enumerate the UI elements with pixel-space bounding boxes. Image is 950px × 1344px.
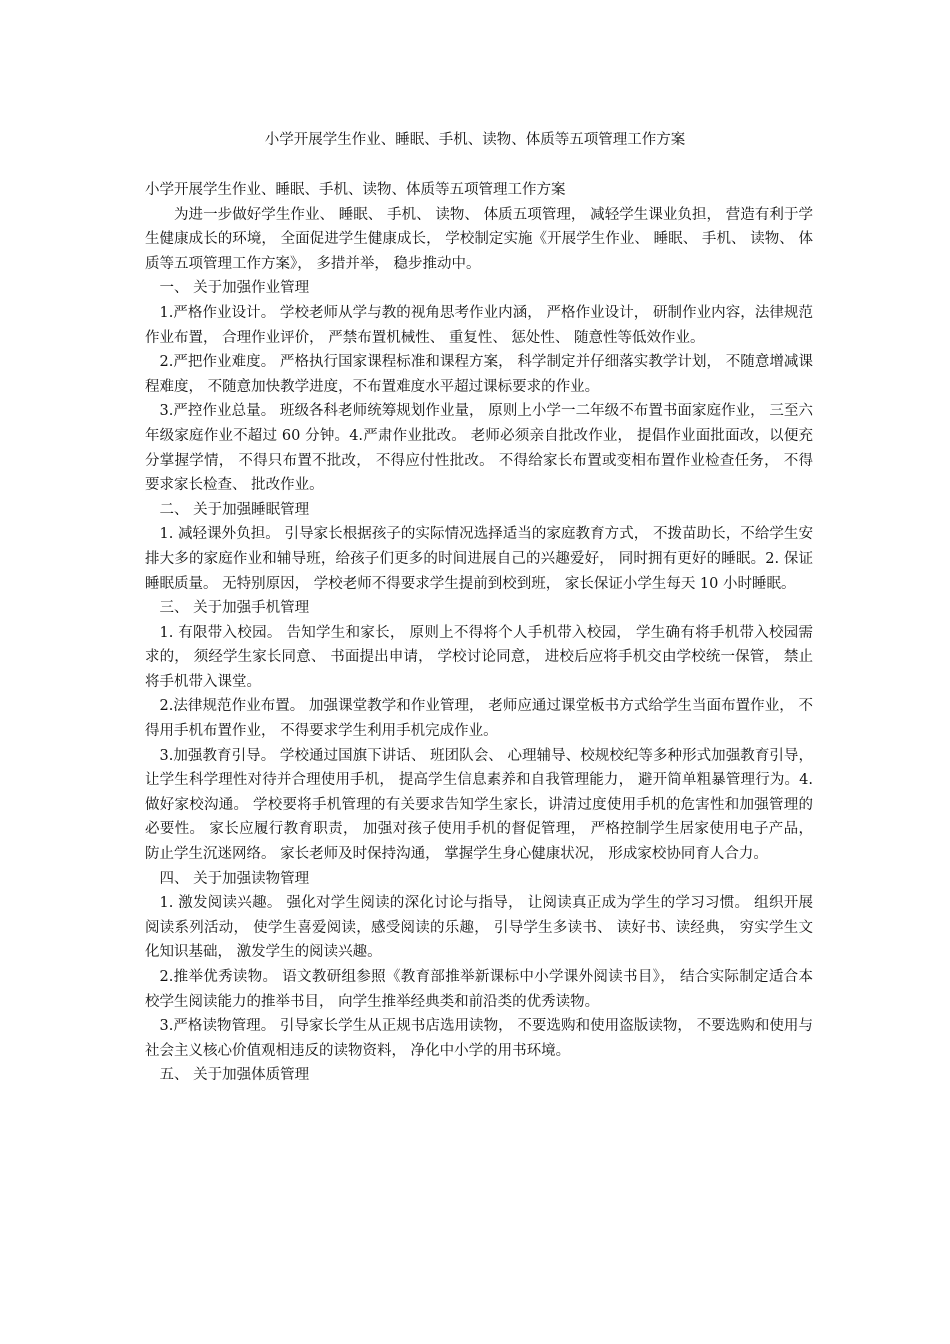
- paragraph: 2.法律规范作业布置。 加强课堂教学和作业管理， 老师应通过课堂板书方式给学生当面布置作业， 不得用手机布置作业， 不得要求学生利用手机完成作业。: [145, 698, 813, 740]
- paragraph: 3.加强教育引导。 学校通过国旗下讲话、 班团队会、 心理辅导、校规校纪等多种形式加强教育引导， 让学生科学理性对待并合理使用手机， 提高学生信息素养和自我管理能力， 避开简单粗暴管理行为。4.做好家校沟通。 学校要将手机管理的有关要求告知学生家长，讲清过度使用手机的危害性和加强管理的必要性。 家长应履行教育职责， 加强对孩子使用手机的督促管理， 严格控制学生居家使用电子产品， 防止学生沉迷网络。 家长老师及时保持沟通， 掌握学生身心健康状况， 形成家校协同育人合力。: [145, 747, 813, 863]
- section-heading-homework: 一、 关于加强作业管理: [159, 280, 310, 297]
- section-heading-sleep: 二、 关于加强睡眠管理: [159, 501, 310, 518]
- document-title: 小学开展学生作业、睡眠、手机、读物、体质等五项管理工作方案: [264, 132, 686, 148]
- document-body: [145, 178, 813, 1088]
- paragraph: 2.推举优秀读物。 语文教研组参照《教育部推举新课标中小学课外阅读书目》， 结合实际制定适合本校学生阅读能力的推举书目， 向学生推举经典类和前沿类的优秀读物。: [145, 969, 813, 1010]
- paragraph: 1. 有限带入校园。 告知学生和家长， 原则上不得将个人手机带入校园， 学生确有将手机带入校园需求的， 须经学生家长同意、 书面提出申请， 学校讨论同意， 进校后应将手机交由学校统一保管， 禁止将手机带入课堂。: [145, 624, 813, 690]
- paragraph: 1. 激发阅读兴趣。 强化对学生阅读的深化讨论与指导， 让阅读真正成为学生的学习习惯。 组织开展阅读系列活动， 使学生喜爱阅读，感受阅读的乐趣， 引导学生多读书、 读好书、读经典， 穷实学生文化知识基础， 激发学生的阅读兴趣。: [145, 895, 813, 961]
- paragraph: 3.严控作业总量。 班级各科老师统筹规划作业量， 原则上小学一二年级不布置书面家庭作业， 三至六年级家庭作业不超过 60 分钟。4.严肃作业批改。 老师必须亲自批改作业， 提倡作业面批面改，以便充分掌握学情， 不得只布置不批改， 不得应付性批改。 不得给家长布置或变相布置作业检查任务， 不得要求家长检查、 批改作业。: [145, 403, 813, 494]
- section-heading-reading: 四、 关于加强读物管理: [159, 870, 310, 887]
- intro-paragraph: 为进一步做好学生作业、 睡眠、 手机、 读物、 体质五项管理， 减轻学生课业负担， 营造有利于学生健康成长的环境， 全面促进学生健康成长， 学校制定实施《开展学生作业、 睡眠、 手机、 读物、 体质等五项管理工作方案》， 多措并举， 稳步推动中。: [145, 206, 813, 272]
- paragraph: 2.严把作业难度。 严格执行国家课程标准和课程方案， 科学制定并仔细落实教学计划， 不随意增减课程难度， 不随意加快教学进度，不布置难度水平超过课标要求的作业。: [145, 354, 813, 395]
- section-heading-physique: 五、 关于加强体质管理: [159, 1067, 310, 1084]
- paragraph: 1. 减轻课外负担。 引导家长根据孩子的实际情况选择适当的家庭教育方式， 不拨苗助长，不给学生安排大多的家庭作业和辅导班，给孩子们更多的时间进展自己的兴趣爱好， 同时拥有更好的睡眠。2. 保证睡眠质量。 无特别原因， 学校老师不得要求学生提前到校到班， 家长保证小学生每天 10 小时睡眠。: [145, 526, 813, 592]
- paragraph: 1.严格作业设计。 学校老师从学与教的视角思考作业内涵， 严格作业设计， 研制作业内容，法律规范作业布置， 合理作业评价， 严禁布置机械性、 重复性、 惩处性、 随意性等低效作业。: [145, 304, 813, 346]
- document-subtitle: 小学开展学生作业、睡眠、手机、读物、体质等五项管理工作方案: [145, 182, 566, 198]
- paragraph: 3.严格读物管理。 引导家长学生从正规书店选用读物， 不要选购和使用盗版读物， 不要选购和使用与社会主义核心价值观相违反的读物资料， 净化中小学的用书环境。: [145, 1018, 813, 1059]
- section-heading-phone: 三、 关于加强手机管理: [159, 600, 310, 617]
